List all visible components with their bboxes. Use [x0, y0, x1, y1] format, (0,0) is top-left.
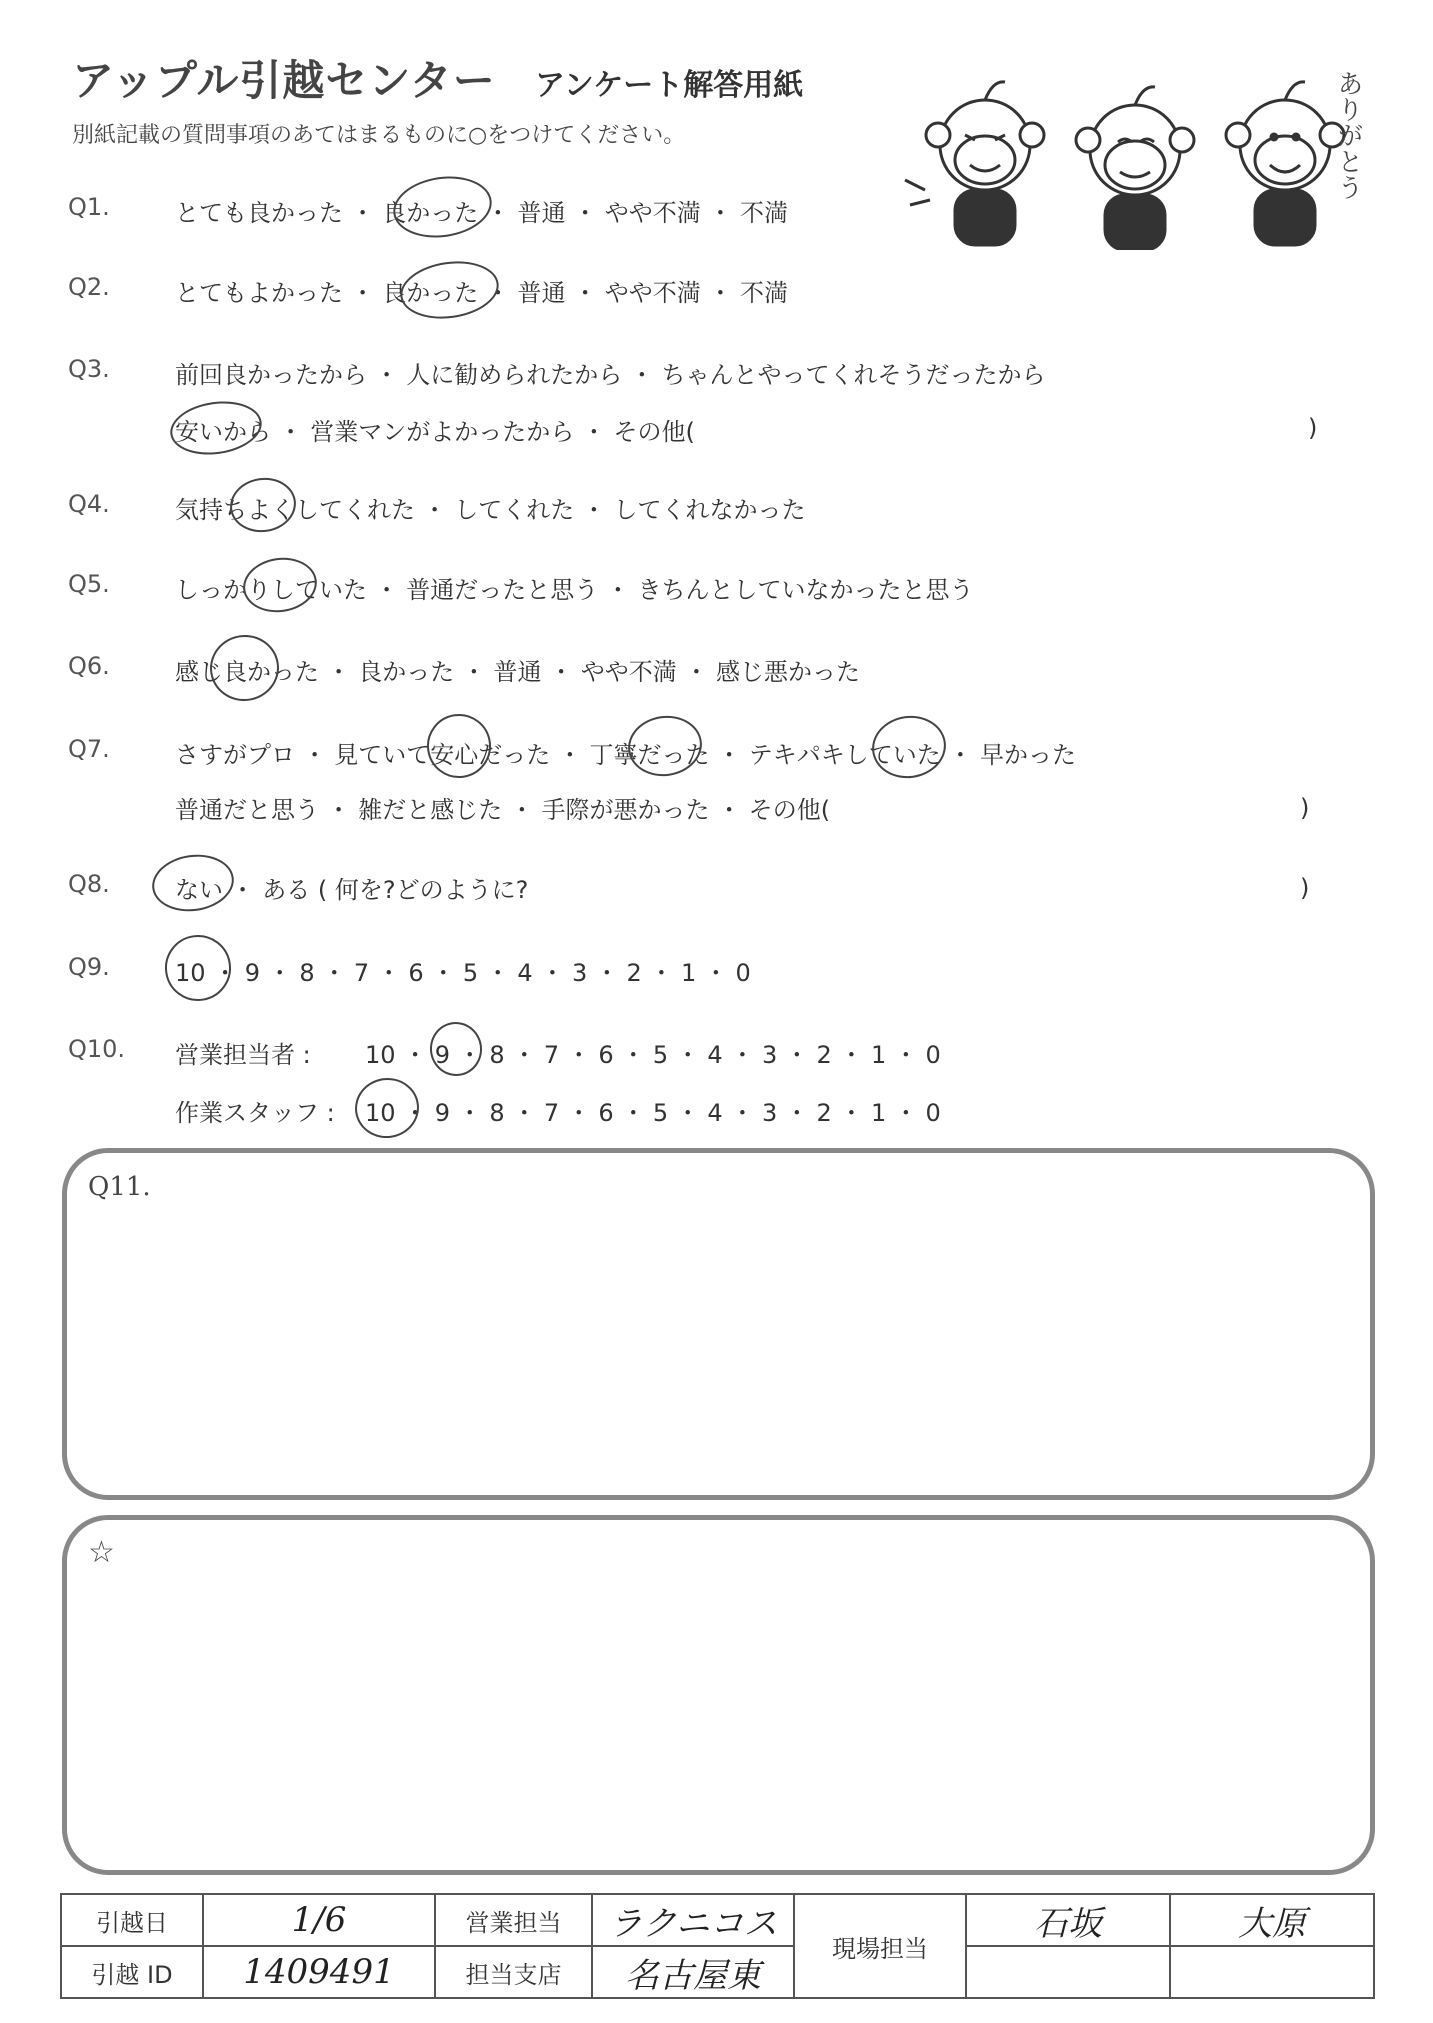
site-label: 現場担当 — [794, 1894, 966, 1998]
q3-options-line2: 安いから ・ 営業マンがよかったから ・ その他( — [175, 418, 695, 446]
q8-options: ない ・ ある ( 何を?どのように? — [175, 876, 529, 904]
q1-answer-circle — [389, 170, 495, 243]
q1-number: Q1. — [68, 193, 110, 221]
q10-number: Q10. — [68, 1035, 126, 1063]
q4-number: Q4. — [68, 490, 110, 518]
q7-options-line2: 普通だと思う ・ 雑だと感じた ・ 手際が悪かった ・ その他( — [175, 796, 831, 824]
mascot-thanks-text: ありがとう — [1333, 70, 1363, 200]
instruction-text: 別紙記載の質問事項のあてはまるものに○をつけてください。 — [72, 123, 686, 148]
mascot-monkey-1 — [905, 82, 1044, 245]
sales-value: ラクニコス — [592, 1894, 794, 1946]
moving-date-label: 引越日 — [61, 1894, 203, 1946]
q5-answer-circle — [240, 553, 321, 617]
site-staff-empty-1 — [966, 1946, 1170, 1998]
q7-answer-circle-1 — [423, 710, 495, 782]
q10-staff-scale: 10 ・ 9 ・ 8 ・ 7 ・ 6 ・ 5 ・ 4 ・ 3 ・ 2 ・ 1 ・ 0 — [365, 1099, 941, 1127]
q1-options: とても良かった ・ 良かった ・ 普通 ・ やや不満 ・ 不満 — [175, 199, 789, 227]
site-staff-empty-2 — [1170, 1946, 1374, 1998]
q7-answer-circle-2 — [624, 711, 706, 781]
sales-label: 営業担当 — [435, 1894, 592, 1946]
q9-number: Q9. — [68, 953, 110, 981]
q11-comment-box[interactable] — [62, 1148, 1375, 1500]
q4-options: 気持ちよくしてくれた ・ してくれた ・ してくれなかった — [175, 496, 806, 524]
q9-scale: 10 ・ 9 ・ 8 ・ 7 ・ 6 ・ 5 ・ 4 ・ 3 ・ 2 ・ 1 ・ 0 — [175, 959, 751, 987]
q10-staff-answer-circle — [351, 1074, 423, 1142]
form-subtitle: アンケート解答用紙 — [535, 68, 804, 103]
q7-options-line1: さすがプロ ・ 見ていて安心だった ・ 丁寧だった ・ テキパキしていた ・ 早かった — [175, 741, 1077, 769]
q9-answer-circle — [161, 931, 236, 1006]
company-title: アップル引越センター — [72, 56, 496, 105]
site-staff-1: 石坂 — [966, 1894, 1170, 1946]
q8-close-paren: ) — [1300, 874, 1310, 902]
mascot-monkey-2 — [1076, 87, 1194, 250]
q2-answer-circle — [397, 255, 503, 324]
q3-options-line1: 前回良かったから ・ 人に勧められたから ・ ちゃんとやってくれそうだったから — [175, 361, 1046, 389]
branch-value: 名古屋東 — [592, 1946, 794, 1998]
mascot-illustration — [900, 65, 1360, 250]
q7-close-paren: ) — [1300, 794, 1310, 822]
star-comment-box[interactable] — [62, 1515, 1375, 1875]
q10-sales-label: 営業担当者 : — [175, 1041, 311, 1069]
q3-close-paren: ) — [1308, 414, 1318, 442]
q10-sales-answer-circle — [426, 1019, 485, 1080]
q5-number: Q5. — [68, 570, 110, 598]
q7-answer-circle-3 — [868, 711, 950, 783]
q4-answer-circle — [227, 474, 300, 537]
q5-options: しっかりしていた ・ 普通だったと思う ・ きちんとしていなかったと思う — [175, 576, 974, 604]
q2-options: とてもよかった ・ 良かった ・ 普通 ・ やや不満 ・ 不満 — [175, 279, 789, 307]
moving-id-value: 1409491 — [203, 1946, 435, 1998]
q8-answer-circle — [149, 850, 238, 917]
q3-number: Q3. — [68, 355, 110, 383]
q11-label: Q11. — [88, 1172, 151, 1202]
q8-number: Q8. — [68, 870, 110, 898]
branch-label: 担当支店 — [435, 1946, 592, 1998]
q6-number: Q6. — [68, 652, 110, 680]
q3-answer-circle — [167, 396, 265, 460]
q7-number: Q7. — [68, 735, 110, 763]
q6-answer-circle — [206, 631, 284, 706]
q10-staff-label: 作業スタッフ : — [175, 1099, 335, 1127]
mascot-monkey-3 — [1226, 82, 1344, 245]
moving-id-label: 引越 ID — [61, 1946, 203, 1998]
site-staff-2: 大原 — [1170, 1894, 1374, 1946]
moving-date-value: 1/6 — [203, 1894, 435, 1946]
q2-number: Q2. — [68, 273, 110, 301]
q10-sales-scale: 10 ・ 9 ・ 8 ・ 7 ・ 6 ・ 5 ・ 4 ・ 3 ・ 2 ・ 1 ・ 0 — [365, 1041, 941, 1069]
star-label: ☆ — [88, 1535, 115, 1570]
q6-options: 感じ良かった ・ 良かった ・ 普通 ・ やや不満 ・ 感じ悪かった — [175, 658, 861, 686]
footer-info-table — [60, 1893, 1375, 1999]
